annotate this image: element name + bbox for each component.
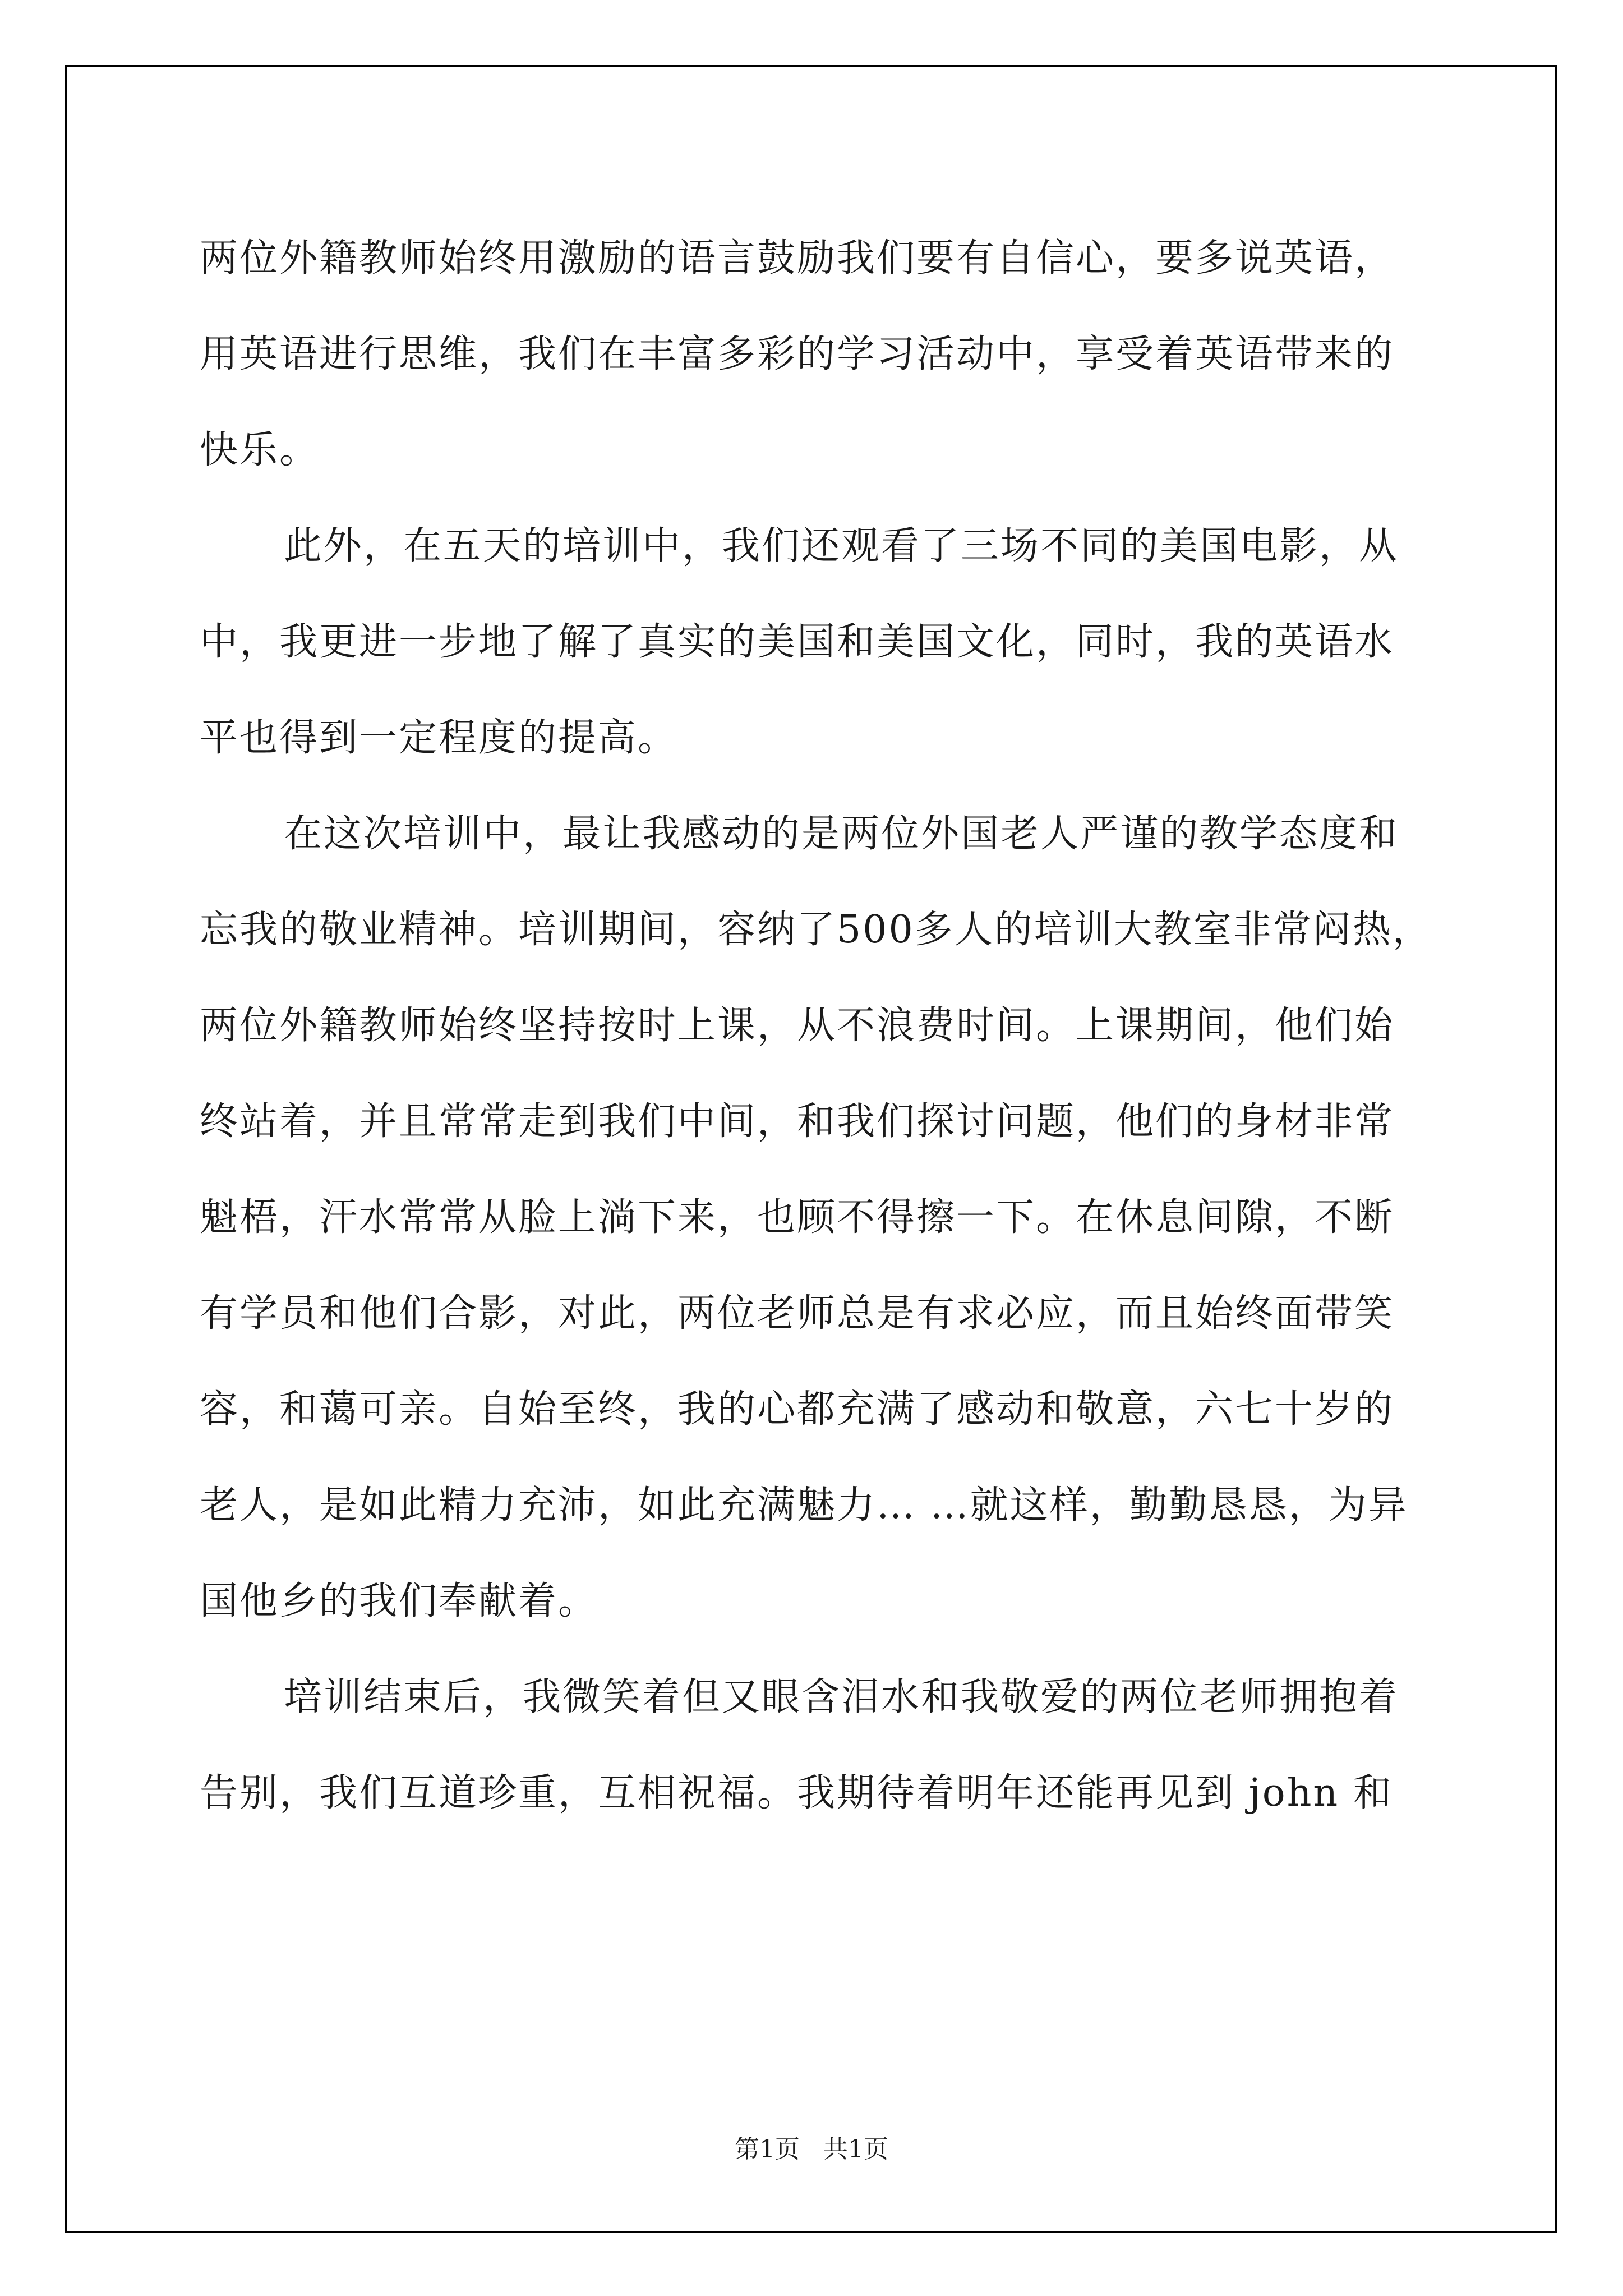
paragraph-3-line-4: 终站着，并且常常走到我们中间，和我们探讨问题，他们的身材非常 (200, 1099, 1395, 1144)
paragraph-4-line-2: 告别，我们互道珍重，互相祝福。我期待着明年还能再见到 john 和 (200, 1771, 1393, 1815)
paragraph-3-line-9: 国他乡的我们奉献着。 (200, 1579, 598, 1623)
page-footer: 第1页 共1页 (735, 2135, 888, 2164)
paragraph-3-line-1: 在这次培训中，最让我感动的是两位外国老人严谨的教学态度和 (284, 812, 1399, 856)
paragraph-4-line-1: 培训结束后，我微笑着但又眼含泪水和我敬爱的两位老师拥抱着 (284, 1675, 1399, 1719)
paragraph-3-line-7: 容，和蔼可亲。自始至终，我的心都充满了感动和敬意，六七十岁的 (200, 1387, 1395, 1432)
paragraph-2-line-1: 此外，在五天的培训中，我们还观看了三场不同的美国电影，从 (284, 524, 1399, 568)
paragraph-2-line-2: 中，我更进一步地了解了真实的美国和美国文化，同时，我的英语水 (200, 620, 1395, 664)
paragraph-3-line-8: 老人，是如此精力充沛，如此充满魅力… …就这样，勤勤恳恳，为异 (200, 1483, 1408, 1527)
paragraph-3-line-5: 魁梧，汗水常常从脸上淌下来，也顾不得擦一下。在休息间隙，不断 (200, 1195, 1395, 1240)
paragraph-3-line-3: 两位外籍教师始终坚持按时上课，从不浪费时间。上课期间，他们始 (200, 1004, 1395, 1048)
paragraph-1-line-1: 两位外籍教师始终用激励的语言鼓励我们要有自信心，要多说英语， (200, 236, 1395, 280)
paragraph-3-line-2: 忘我的敬业精神。培训期间，容纳了500多人的培训大教室非常闷热， (200, 908, 1432, 952)
paragraph-3-line-6: 有学员和他们合影，对此，两位老师总是有求必应，而且始终面带笑 (200, 1291, 1395, 1336)
paragraph-2-line-3: 平也得到一定程度的提高。 (200, 716, 678, 760)
document-body (200, 210, 1450, 1841)
paragraph-1-line-3: 快乐。 (200, 428, 320, 472)
paragraph-1-line-2: 用英语进行思维，我们在丰富多彩的学习活动中，享受着英语带来的 (200, 332, 1395, 376)
